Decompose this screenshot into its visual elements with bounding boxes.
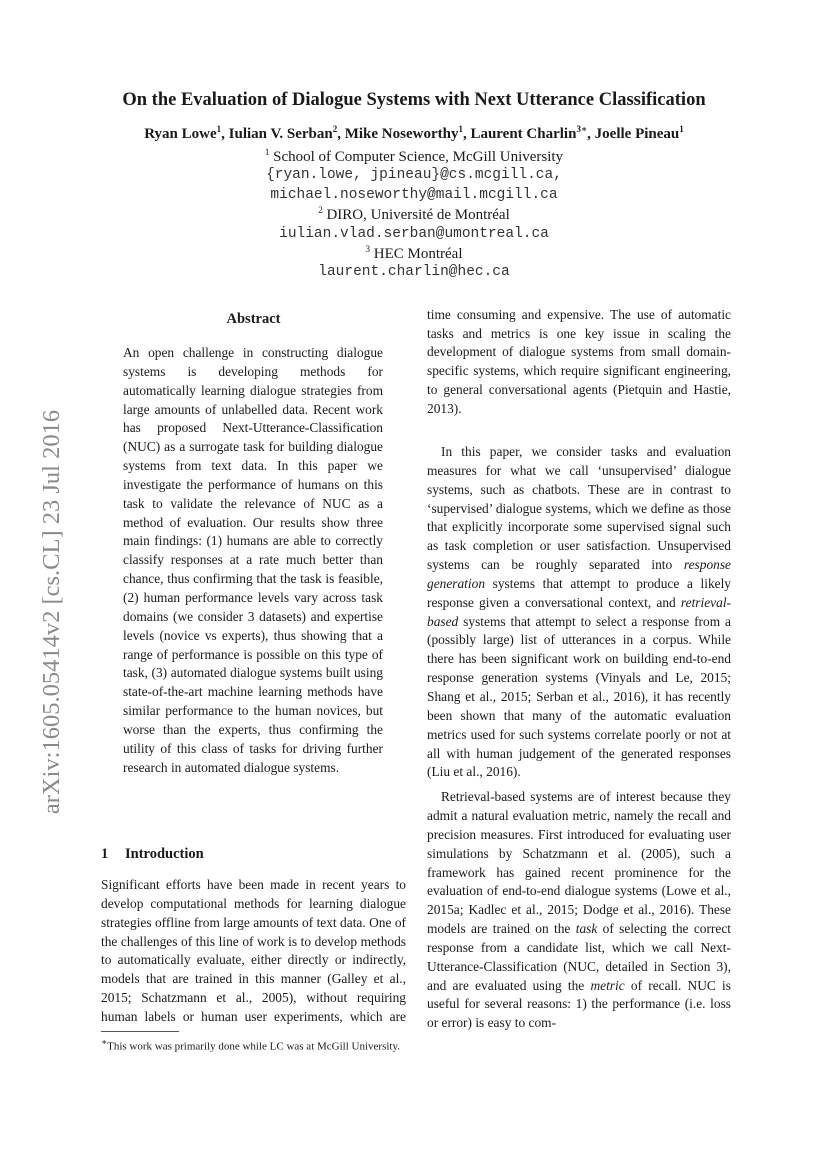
emphasis: retrieval-based [427,594,731,629]
author-sup: 2 [332,124,338,134]
emphasis: metric [590,977,625,993]
abstract-text: An open challenge in constructing dialogue systems is developing methods for automatically learning dialogue strategies from large amounts of unlabelled data. Recent work has proposed Next-Utterance-Classification (NUC) as a surrogate task for building dialogue systems from text data. In this paper we investigate the performance of humans on this task to validate the relevance of NUC as a method of evaluation. Our results show three main findings: (1) humans are able to correctly classify responses at a rate much better than chance, thus confirming that the task is feasible, (2) human performance levels vary across task domains (we consider 3 datasets) and expertise levels (novice vs experts), thus showing that a range of performance is possible on this type of task, (3) automated dialogue systems built using state-of-the-art machine learning methods have similar performance to the human novices, but worse than the experts, thus confirming the utility of this class of tasks for driving further research in automated dialogue systems. [123,345,383,775]
affiliation-name: HEC Montréal [373,246,463,262]
author-name: Laurent Charlin [470,126,577,142]
text-run: of selecting the correct response from a candidate list, which we call Next-Utterance-Classification (NUC, detailed in Section 3), and are evaluated using the [427,921,731,993]
section-number: 1 [101,846,109,862]
footnote-mark: ∗ [101,1037,108,1047]
text-run: systems that attempt to produce a likely response given a conversational context, and [427,575,731,610]
right-column [427,306,731,1033]
emphasis: response generation [427,557,731,591]
affiliation-3 [0,244,828,263]
footnote [101,1035,406,1055]
author-name: Joelle Pineau [594,126,680,142]
section-title: Introduction [125,846,204,862]
section-heading [101,846,204,863]
author-name: Mike Noseworthy [344,126,459,142]
paper-title: On the Evaluation of Dialogue Systems with Next Utterance Classification [122,90,706,110]
email-line: laurent.charlin@hec.ca [318,264,510,280]
text-run: of recall. NUC is useful for several reasons: 1) the performance (i.e. loss or error) is easy to com- [427,977,731,1031]
affiliation-sup: 2 [318,205,323,215]
paragraph-continuation-box [427,306,731,439]
affiliation-name: DIRO, Université de Montréal [326,207,510,223]
affiliation-sup: 1 [264,147,270,157]
footnote-text: This work was primarily done while LC was at McGill University. [107,1040,400,1053]
paragraph-continuation: time consuming and expensive. The use of automatic tasks and metrics is one key issue in scaling the development of dialogue systems from small domain-specific systems, which require significant engineering, to general conversational agents (Pietquin and Hastie, 2013). [427,306,731,416]
author-name: Ryan Lowe [144,126,217,142]
emphasis: task [575,921,598,937]
arxiv-identifier: arXiv:1605.05414v2 [cs.CL] 23 Jul 2016 [38,409,65,815]
author-sup: 1 [679,124,684,134]
email-line: iulian.vlad.serban@umontreal.ca [279,226,549,242]
abstract-heading: Abstract [226,311,281,327]
affiliation-name: School of Computer Science, McGill University [273,149,564,165]
author-sup: 1 [216,124,222,134]
paragraph [427,788,731,1033]
author-sup: 1 [458,124,463,134]
text-run: systems that attempt to select a response from a (possibly large) list of utterances in a corpus. While there has been significant work on building end-to-end response generation systems (Vinyals and Le, 2015; Shang et al., 2015; Serban et al., 2016), it has recently been shown that many of the automatic evaluation metrics used for such systems correlate poorly or not at all with human judgement of the generated responses (Liu et al., 2016). [427,613,731,780]
text-run: Retrieval-based systems are of interest because they admit a natural evaluation metric, namely the recall and precision measures. First introduced for evaluating user simulations by Schatzmann et al. (2005), such a framework has gained recent prominence for the evaluation of end-to-end dialogue systems (Lowe et al., 2015a; Kadlec et al., 2015; Dodge et al., 2016). These models are trained on the [427,789,731,937]
author-sup: 3∗ [576,124,588,134]
affiliation-2 [0,205,828,224]
footnote-rule [101,1031,179,1032]
affiliation-sup: 3 [365,244,370,254]
text-run: In this paper, we consider tasks and evaluation measures for what we call ‘unsupervised’ dialogue systems, such as chatbots. These are in contrast to ‘supervised’ dialogue systems, which we define as those that explicitly incorporate some supervised signal such as task completion or user satisfaction. Unsupervised systems can be roughly separated into [427,444,731,573]
author-list: Ryan Lowe$^1$, Iulian V. Serban$^2$, Mike Noseworthy$^1$, Laurent Charlin$^{3∗}$, Joelle Pineau$^1$ [144,124,684,142]
paragraph: Significant efforts have been made in recent years to develop computational methods for learning dialogue strategies offline from large amounts of text data. One of the challenges of this line of work is to develop methods to automatically evaluate, either directly or indirectly, models that are trained in this manner (Galley et al., 2015; Schatzmann et al., 2005), without requiring human labels or human user experiments, which are [101,877,406,1024]
email-line: michael.noseworthy@mail.mcgill.ca [270,187,558,203]
paragraph [427,443,731,782]
author-name: Iulian V. Serban [228,126,333,142]
affiliation-1 [0,147,828,166]
email-line: {ryan.lowe, jpineau}@cs.mcgill.ca, [266,167,562,183]
intro-paragraph-1-left [101,876,406,1027]
